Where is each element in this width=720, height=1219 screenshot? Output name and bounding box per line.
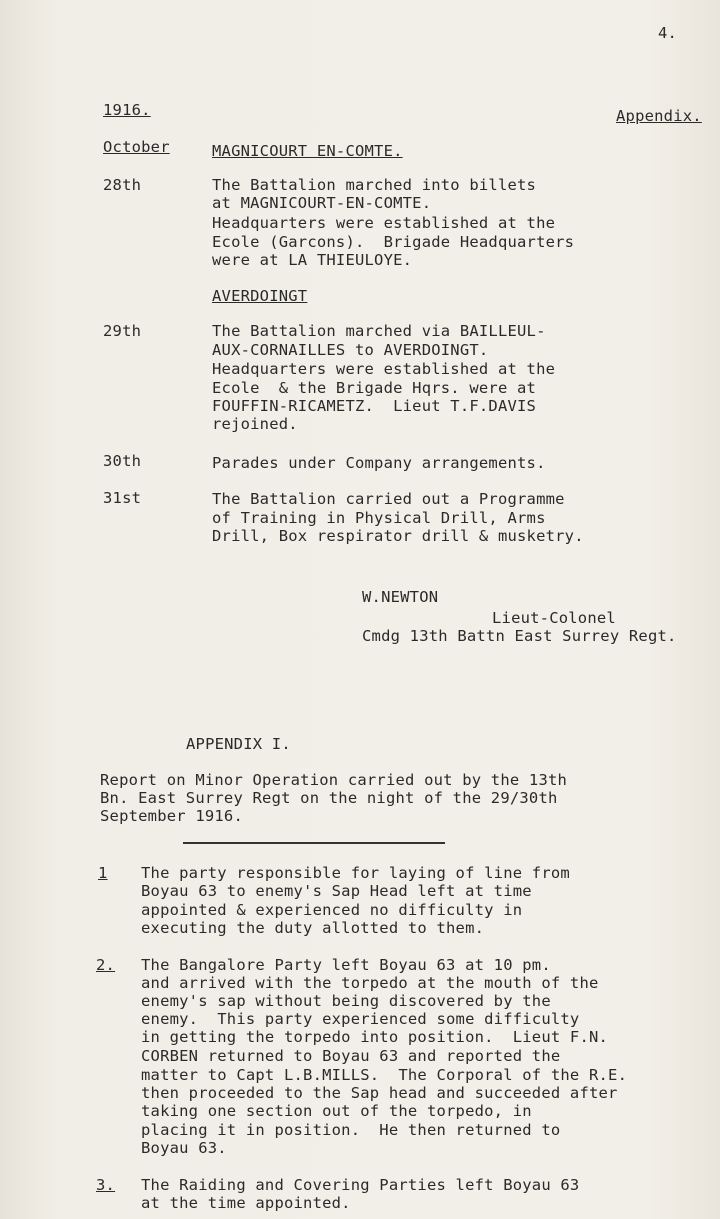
entry-date: 29th — [103, 322, 142, 340]
month-heading: October — [103, 138, 170, 156]
item-number: 1 — [98, 864, 108, 882]
page-number: 4. — [658, 24, 678, 42]
entry-date: 31st — [103, 489, 142, 507]
item-line: enemy's sap without being discovered by the — [141, 992, 551, 1010]
item-line: Boyau 63. — [141, 1139, 227, 1157]
item-line: taking one section out of the torpedo, in — [141, 1102, 532, 1120]
item-line: CORBEN returned to Boyau 63 and reported the — [141, 1047, 561, 1065]
entry-line: Ecole & the Brigade Hqrs. were at — [212, 379, 537, 397]
place-heading-magnicourt: MAGNICOURT EN-COMTE. — [212, 142, 403, 160]
entry-date: 30th — [103, 452, 142, 470]
entry-line: Headquarters were established at the — [212, 360, 556, 378]
appendix-intro-line: September 1916. — [100, 807, 243, 825]
item-line: The Bangalore Party left Boyau 63 at 10 pm. — [141, 956, 551, 974]
entry-date: 28th — [103, 176, 142, 194]
appendix-label: Appendix. — [616, 107, 702, 125]
signature-rank: Lieut-Colonel — [492, 609, 616, 627]
entry-line: of Training in Physical Drill, Arms — [212, 509, 546, 527]
item-line: at the time appointed. — [141, 1194, 351, 1212]
entry-line: at MAGNICOURT-EN-COMTE. — [212, 194, 432, 212]
appendix-intro-line: Bn. East Surrey Regt on the night of the 29/30th — [100, 789, 558, 807]
item-line: in getting the torpedo into position. Lieut F.N. — [141, 1028, 609, 1046]
item-line: enemy. This party experienced some difficulty — [141, 1010, 580, 1028]
item-line: then proceeded to the Sap head and succeeded after — [141, 1084, 618, 1102]
entry-line: were at LA THIEULOYE. — [212, 251, 413, 269]
appendix-heading: APPENDIX I. — [186, 735, 291, 753]
appendix-intro-line: Report on Minor Operation carried out by the 13th — [100, 771, 568, 789]
signature-unit: Cmdg 13th Battn East Surrey Regt. — [362, 627, 677, 645]
item-line: The Raiding and Covering Parties left Boyau 63 — [141, 1176, 580, 1194]
item-number: 2. — [96, 956, 116, 974]
divider-line — [183, 842, 445, 844]
year-heading: 1916. — [103, 101, 151, 119]
entry-line: The Battalion marched into billets — [212, 176, 537, 194]
entry-line: Headquarters were established at the — [212, 214, 556, 232]
signature-name: W.NEWTON — [362, 588, 439, 606]
entry-line: Parades under Company arrangements. — [212, 454, 546, 472]
item-line: and arrived with the torpedo at the mouth of the — [141, 974, 599, 992]
entry-line: Ecole (Garcons). Brigade Headquarters — [212, 233, 575, 251]
entry-line: AUX-CORNAILLES to AVERDOINGT. — [212, 341, 489, 359]
item-line: The party responsible for laying of line from — [141, 864, 570, 882]
item-line: placing it in position. He then returned to — [141, 1121, 561, 1139]
item-line: Boyau 63 to enemy's Sap Head left at time — [141, 882, 532, 900]
place-heading-averdoingt: AVERDOINGT — [212, 287, 308, 305]
item-line: matter to Capt L.B.MILLS. The Corporal of the R.E. — [141, 1066, 628, 1084]
entry-line: Drill, Box respirator drill & musketry. — [212, 527, 584, 545]
entry-line: The Battalion marched via BAILLEUL- — [212, 322, 546, 340]
entry-line: The Battalion carried out a Programme — [212, 490, 565, 508]
item-number: 3. — [96, 1176, 116, 1194]
item-line: appointed & experienced no difficulty in — [141, 901, 523, 919]
entry-line: FOUFFIN-RICAMETZ. Lieut T.F.DAVIS — [212, 397, 537, 415]
entry-line: rejoined. — [212, 415, 298, 433]
item-line: executing the duty allotted to them. — [141, 919, 485, 937]
